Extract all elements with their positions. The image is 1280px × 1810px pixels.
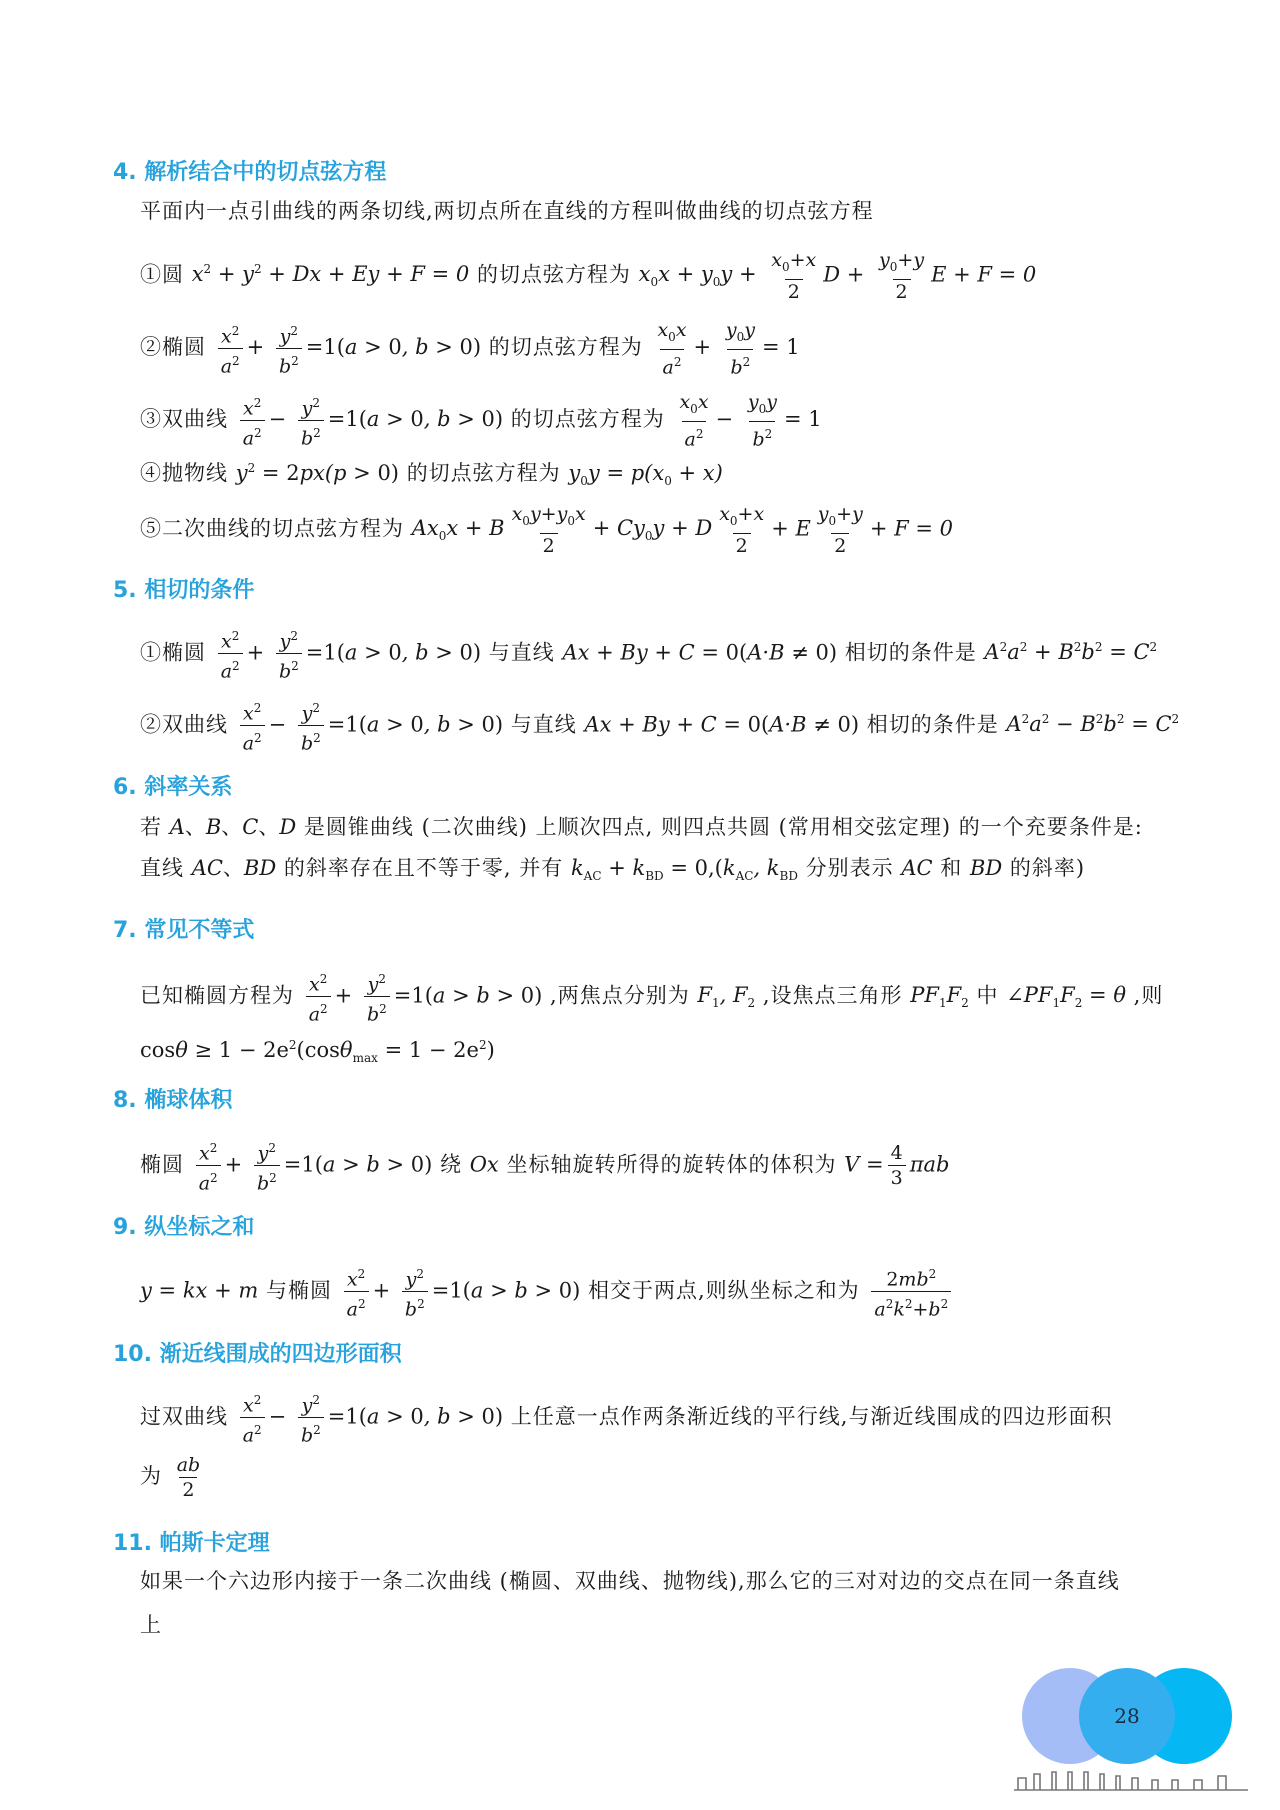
page-number-badge [1022,1668,1212,1764]
label-circle: 圆 [162,262,184,287]
section-11-title: 11. 帕斯卡定理 [113,1531,270,1556]
s7-text-a: 已知椭圆方程为 [140,983,294,1008]
s7-text-c: ,设焦点三角形 [762,983,903,1008]
s6-text-e: 分别表示 [805,856,894,880]
section-9-line-1: y = kx + m 与椭圆 $\frac{x^2}{a^2}$ + $\frac{y^2}{b^2}$ =1(a > b > 0) 相交于两点,则纵坐标之和为 $\frac{2mb^2}{a^2k^2+b^2}$ [140,1262,955,1322]
section-10-line-1: 过双曲线 $\frac{x^2}{a^2}$ − $\frac{y^2}{b^2}$ =1(a > 0, b > 0) 上任意一点作两条渐近线的平行线,与渐近线围成的四边形面积 [140,1393,1113,1447]
s7-text-d: 中 [976,983,999,1008]
section-6-line-1: 若 A、B、C、D 是圆锥曲线 (二次曲线) 上顺次四点, 则四点共圆 (常用相交弦定理) 的一个充要条件是: [140,815,1143,839]
label-tangent-cond-1: 相切的条件是 [844,640,977,665]
s10-text-b: 上任意一点作两条渐近线的平行线,与渐近线围成的四边形面积 [510,1404,1113,1429]
label-tail-2: 的切点弦方程为 [488,335,643,360]
section-7-line-2: $\cos\theta \ge 1 - 2e^2(\cos\theta_{max} = 1 - 2e^2)$ [140,1038,495,1066]
barcode-decor-icon [1012,1768,1252,1792]
section-10-title: 10. 渐近线围成的四边形面积 [113,1342,402,1367]
s6-text-g: 的斜率) [1009,856,1086,880]
section-4-item-3: ③双曲线 $\frac{x^2}{a^2}$ − $\frac{y^2}{b^2}$ =1(a > 0, b > 0) 的切点弦方程为 $\frac{x_0x}{a^2}$ − $\frac{y_0y}{b^2}$ = 1 [140,391,822,451]
label-hyperbola-5: 双曲线 [162,712,228,737]
section-8-line-1: 椭圆 $\frac{x^2}{a^2}$ + $\frac{y^2}{b^2}$ =1(a > b > 0) 绕 Ox 坐标轴旋转所得的旋转体的体积为 V = $\frac{4}{3}$ πab [140,1141,950,1195]
section-6-title: 6. 斜率关系 [113,775,233,800]
label-with-line-2: 与直线 [510,712,577,737]
label-conic: 二次曲线的切点弦方程为 [162,516,404,541]
label-tail-1: 的切点弦方程为 [476,262,631,287]
s7-text-e: ,则 [1133,983,1164,1008]
section-7-line-1: 已知椭圆方程为 $\frac{x^2}{a^2}$ + $\frac{y^2}{b^2}$ =1(a > b > 0) ,两焦点分别为 $F_1$, $F_2$ ,设焦点三角形 $PF_1F_2$ 中 $\angle PF_1F_2 = \theta$ ,则 [140,972,1164,1026]
section-7-title: 7. 常见不等式 [113,918,255,943]
section-4-item-5: ⑤二次曲线的切点弦方程为 $Ax_0x + B$ $\frac{x_0y+y_0x}{2}$ + $Cy_0y + D$ $\frac{x_0+x}{2}$ + E $\frac{y_0+y}{2}$ + F = 0 [140,503,954,557]
s6-text-a: 若 [140,815,162,839]
s6-text-b: 是圆锥曲线 (二次曲线) 上顺次四点, 则四点共圆 (常用相交弦定理) 的一个充要条件是: [303,815,1143,839]
s6-text-d: 的斜率存在且不等于零, 并有 [283,856,564,880]
section-5-title: 5. 相切的条件 [113,578,255,603]
label-ellipse-8: 椭圆 [140,1152,184,1177]
section-5-item-1: ①椭圆 $\frac{x^2}{a^2}$ + $\frac{y^2}{b^2}$ =1(a > 0, b > 0) 与直线 Ax + By + C = 0(A·B ≠ 0) 相切的条件是 $A^2a^2 + B^2b^2 = C^2$ [140,629,1158,683]
section-4-intro: 平面内一点引曲线的两条切线,两切点所在直线的方程叫做曲线的切点弦方程 [140,199,874,223]
s7-text-b: ,两焦点分别为 [550,983,690,1008]
section-11-line-1: 如果一个六边形内接于一条二次曲线 (椭圆、双曲线、抛物线),那么它的三对对边的交点在同一条直线 [140,1569,1120,1593]
label-ellipse-5: 椭圆 [162,640,206,665]
s6-text-c: 直线 [140,856,184,880]
section-10-line-2: 为 $\frac{ab}{2}$ [140,1454,201,1501]
section-11-line-2: 上 [140,1613,162,1637]
label-tangent-cond-2: 相切的条件是 [866,712,999,737]
label-tail-3: 的切点弦方程为 [510,407,665,432]
s8-text-a: 绕 [440,1152,463,1177]
section-8-title: 8. 椭球体积 [113,1088,233,1113]
s10-text-a: 过双曲线 [140,1404,228,1429]
s10-text-c: 为 [140,1464,162,1488]
s9-text-a: 与椭圆 [265,1278,332,1303]
section-4-item-2: ②椭圆 $\frac{x^2}{a^2}$ + $\frac{y^2}{b^2}$ =1(a > 0, b > 0) 的切点弦方程为 $\frac{x_0x}{a^2}$ + $\frac{y_0y}{b^2}$ = 1 [140,319,800,379]
label-hyperbola: 双曲线 [162,407,228,432]
section-9-title: 9. 纵坐标之和 [113,1215,255,1240]
label-ellipse: 椭圆 [162,335,206,360]
s6-text-f: 和 [940,856,963,880]
s8-text-b: 坐标轴旋转所得的旋转体的体积为 [506,1152,837,1177]
page-number: 28 [1114,1704,1140,1728]
section-5-item-2: ②双曲线 $\frac{x^2}{a^2}$ − $\frac{y^2}{b^2}$ =1(a > 0, b > 0) 与直线 Ax + By + C = 0(A·B ≠ 0) 相切的条件是 $A^2a^2 - B^2b^2 = C^2$ [140,701,1180,755]
section-6-line-2: 直线 AC、BD 的斜率存在且不等于零, 并有 $k_{AC} + k_{BD} = 0,(k_{AC}$, $k_{BD}$ 分别表示 AC 和 BD 的斜率) [140,856,1086,884]
label-parabola: 抛物线 [162,461,228,485]
label-with-line-1: 与直线 [488,640,555,665]
label-tail-4: 的切点弦方程为 [406,461,561,485]
s9-text-b: 相交于两点,则纵坐标之和为 [587,1278,860,1303]
section-4-title: 4. 解析结合中的切点弦方程 [113,160,387,185]
section-4-item-1: ①圆 $x^2 + y^2 + Dx + Ey + F = 0$ 的切点弦方程为 $x_0x + y_0y$ + $\frac{x_0+x}{2}$ D + $\frac{y_0+y}{2}$ E + F = 0 [140,249,1037,303]
section-4-item-4: ④抛物线 $y^2 = 2px(p > 0)$ 的切点弦方程为 $y_0y = p(x_0 + x)$ [140,461,723,489]
